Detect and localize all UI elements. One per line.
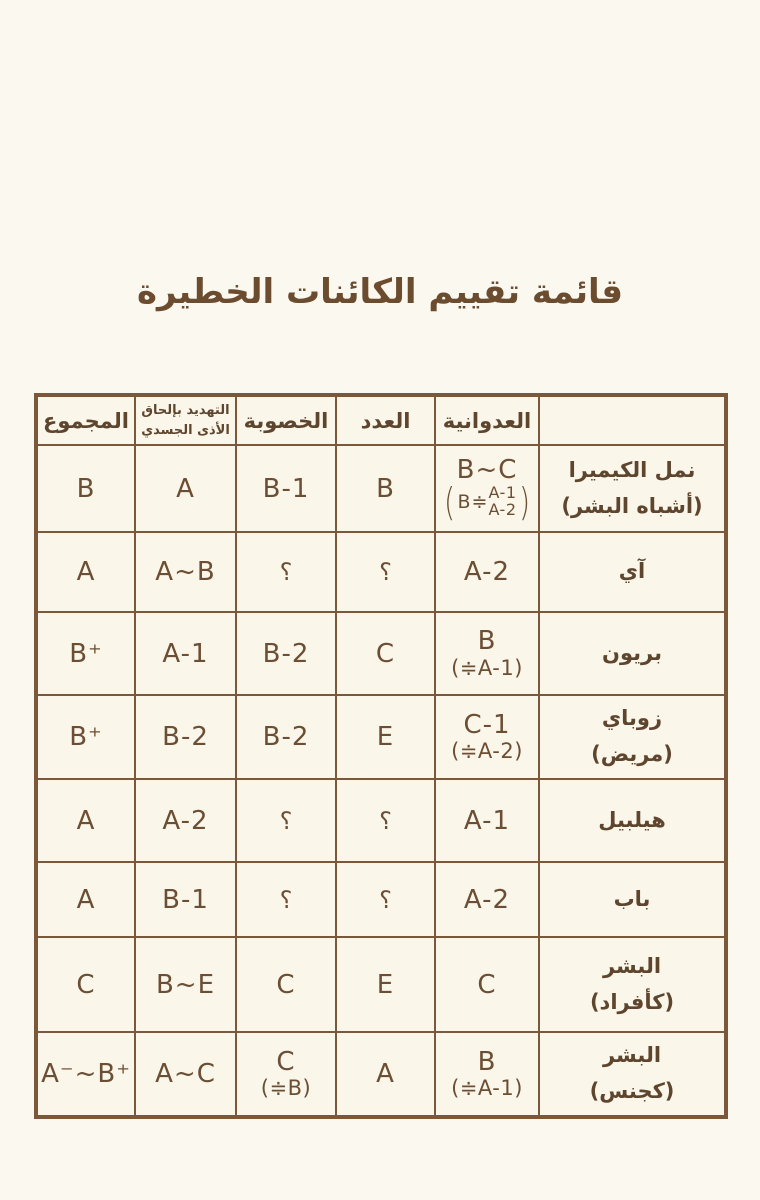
aggr-main: B: [477, 626, 497, 657]
header-row: [36, 395, 726, 445]
header-threat-line1: التهديد بإلحاق: [141, 403, 230, 418]
cell-fertility: ؟: [236, 862, 336, 937]
cell-aggressiveness: [435, 695, 539, 779]
close-paren: ): [518, 479, 531, 524]
cell-total: B: [36, 445, 135, 532]
cell-fertility: ؟: [236, 532, 336, 612]
creature-name-note: (كأفراد): [589, 989, 675, 1014]
cell-threat: A: [135, 445, 236, 532]
cell-total: B⁺: [36, 612, 135, 695]
header-threat: [135, 395, 236, 445]
table-row-humans-species: [36, 1032, 726, 1117]
page-title: قائمة تقييم الكائنات الخطيرة: [136, 272, 624, 312]
open-paren: (: [443, 479, 456, 524]
header-total: المجموع: [36, 395, 135, 445]
cell-total: A: [36, 779, 135, 862]
aggr-stack-bottom: A-2: [488, 499, 517, 519]
cell-fertility: [236, 1032, 336, 1117]
aggr-main: B~C: [456, 455, 518, 486]
creature-name: البشر: [602, 1043, 662, 1068]
cell-threat: A~B: [135, 532, 236, 612]
aggr-main: B: [477, 1046, 497, 1077]
creature-name: هيلبيل: [598, 807, 666, 832]
creature-name-note: (أشباه البشر): [561, 493, 703, 518]
cell-name: [539, 779, 726, 862]
cell-total: A: [36, 862, 135, 937]
cell-name: [539, 695, 726, 779]
fertility-note: (≑B): [260, 1076, 312, 1101]
creature-name: نمل الكيميرا: [568, 457, 696, 482]
cell-count: B: [336, 445, 435, 532]
cell-count: E: [336, 695, 435, 779]
cell-total: C: [36, 937, 135, 1032]
cell-count: E: [336, 937, 435, 1032]
danger-assessment-table: [34, 393, 728, 1119]
creature-name: البشر: [602, 953, 662, 978]
header-threat-line2: الأذى الجسدي: [141, 422, 230, 438]
cell-aggressiveness: [435, 1032, 539, 1117]
cell-threat: B~E: [135, 937, 236, 1032]
cell-name: [539, 937, 726, 1032]
cell-fertility: ؟: [236, 779, 336, 862]
aggr-approx-prefix: B≑: [457, 490, 489, 513]
table-row-humans-individuals: [36, 937, 726, 1032]
cell-threat: B-2: [135, 695, 236, 779]
cell-threat: A-2: [135, 779, 236, 862]
table-row-hellbell: [36, 779, 726, 862]
cell-count: ؟: [336, 532, 435, 612]
cell-threat: A~C: [135, 1032, 236, 1117]
cell-aggressiveness: [435, 445, 539, 532]
cell-name: [539, 862, 726, 937]
table-row-ai: [36, 532, 726, 612]
cell-fertility: B-2: [236, 695, 336, 779]
cell-threat: B-1: [135, 862, 236, 937]
aggr-stack-top: A-1: [488, 483, 517, 502]
creature-name-note: (مريض): [591, 742, 673, 766]
table-row-zobae: [36, 695, 726, 779]
cell-aggressiveness: A-1: [435, 779, 539, 862]
aggr-note: (≑A-1): [451, 1076, 523, 1101]
cell-total: B⁺: [36, 695, 135, 779]
cell-aggressiveness: A-2: [435, 532, 539, 612]
aggr-paren-detail: [436, 479, 538, 524]
cell-name: [539, 1032, 726, 1117]
cell-name: [539, 445, 726, 532]
cell-name: [539, 612, 726, 695]
cell-threat: A-1: [135, 612, 236, 695]
header-fertility: الخصوبة: [236, 395, 336, 445]
cell-fertility: B-1: [236, 445, 336, 532]
creature-name: بريون: [602, 640, 662, 665]
aggr-note: (≑A-2): [451, 739, 523, 764]
cell-aggressiveness: [435, 612, 539, 695]
cell-count: C: [336, 612, 435, 695]
table-row-pap: [36, 862, 726, 937]
cell-aggressiveness: A-2: [435, 862, 539, 937]
cell-count: A: [336, 1032, 435, 1117]
creature-name: باب: [613, 886, 651, 911]
aggr-main: C-1: [463, 709, 511, 740]
cell-aggressiveness: C: [435, 937, 539, 1032]
cell-fertility: B-2: [236, 612, 336, 695]
creature-name: آي: [618, 559, 646, 584]
aggr-stack: [488, 485, 516, 519]
cell-fertility: C: [236, 937, 336, 1032]
cell-count: ؟: [336, 779, 435, 862]
table-row-brion: [36, 612, 726, 695]
cell-total: A: [36, 532, 135, 612]
cell-name: [539, 532, 726, 612]
header-aggressiveness: العدوانية: [435, 395, 539, 445]
table-row-chimera-ants: [36, 445, 726, 532]
aggr-note: (≑A-1): [451, 655, 523, 680]
header-count: العدد: [336, 395, 435, 445]
cell-total: A⁻~B⁺: [36, 1032, 135, 1117]
fertility-main: C: [276, 1046, 296, 1077]
creature-name-note: (كجنس): [589, 1079, 675, 1103]
header-name: [539, 395, 726, 445]
cell-count: ؟: [336, 862, 435, 937]
creature-name: زوباي: [601, 706, 663, 731]
